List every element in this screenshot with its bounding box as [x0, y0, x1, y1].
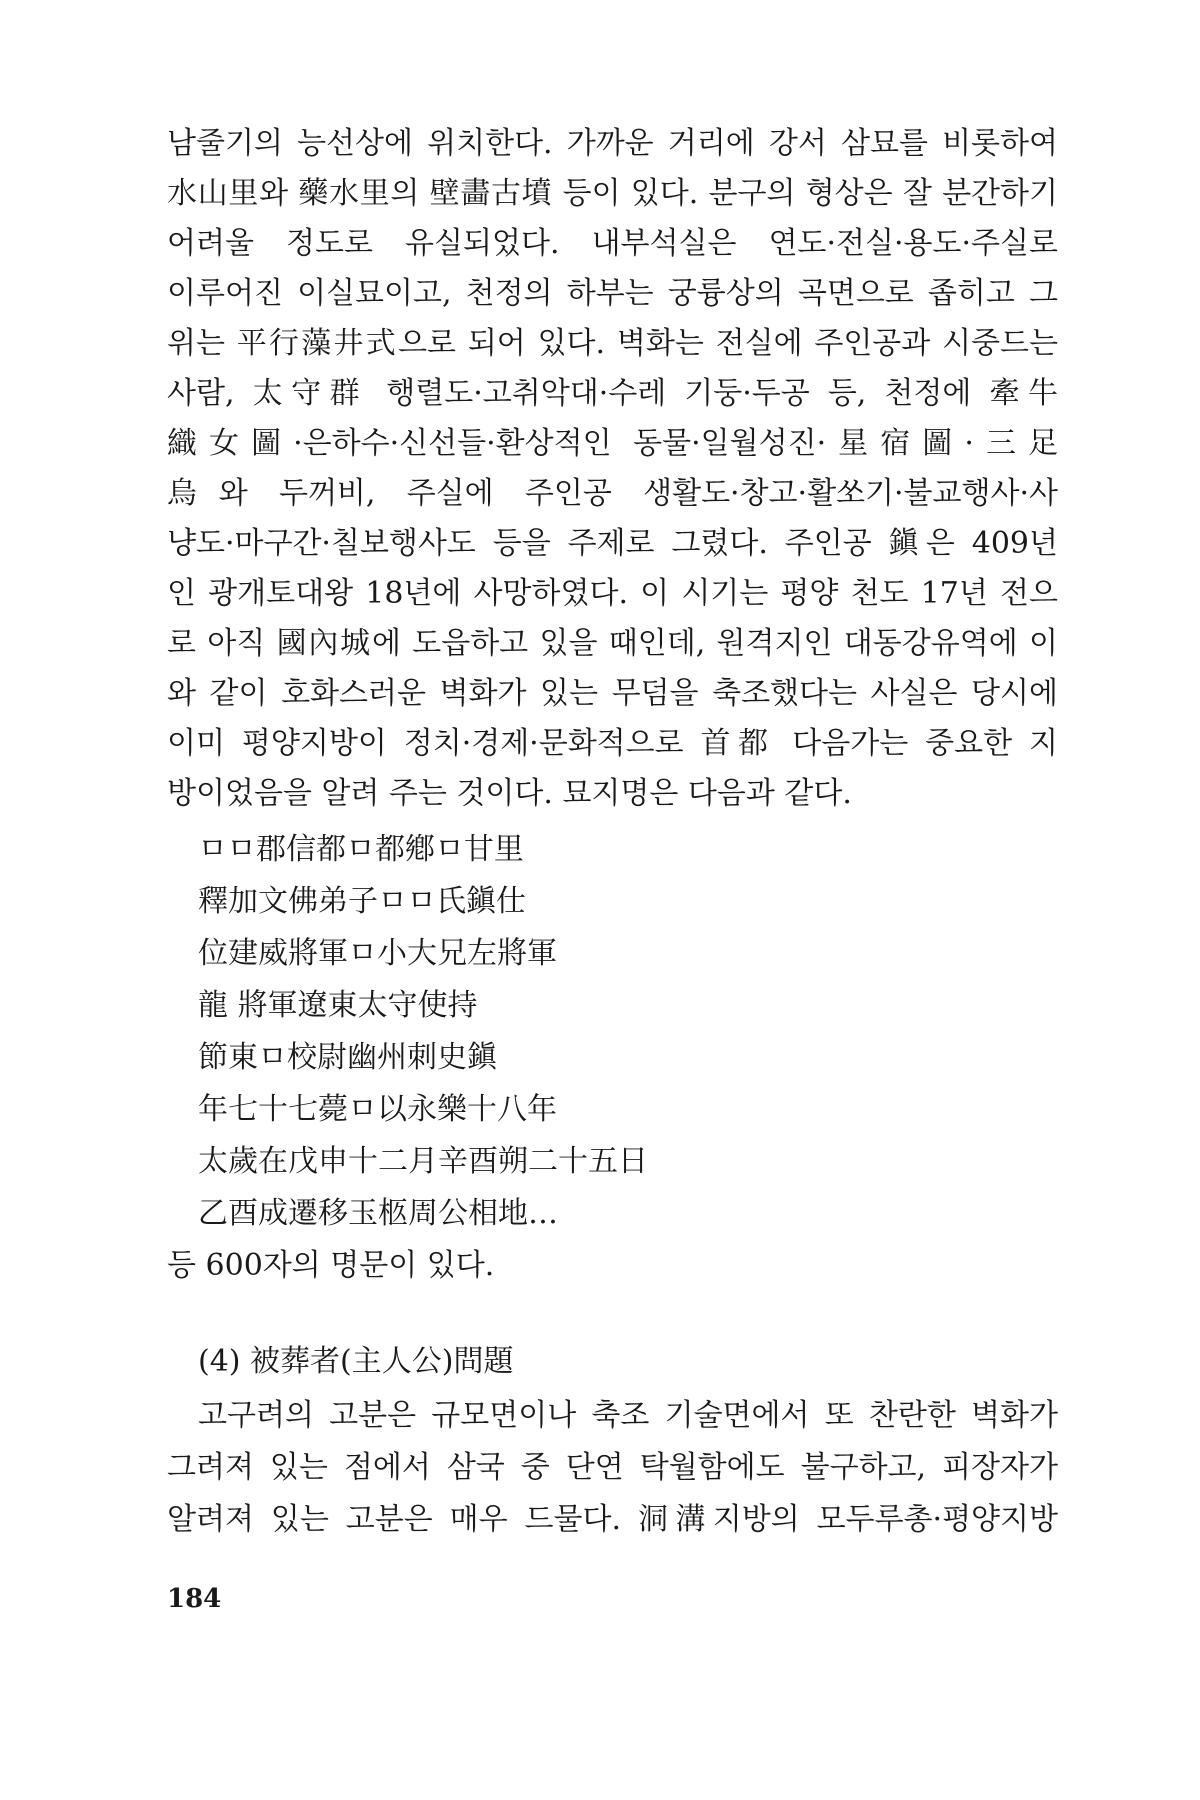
text-line: 방이었음을 알려 주는 것이다. 묘지명은 다음과 같다.: [167, 776, 852, 811]
text-line: 織女圖·은하수·신선들·환상적인 동물·일월성진·星宿圖·三足: [167, 426, 1058, 461]
text-line: 고구려의 고분은 규모면이나 축조 기술면에서 또 찬란한 벽화가: [198, 1398, 1058, 1433]
text-line: 이미 평양지방이 정치·경제·문화적으로 首都 다음가는 중요한 지: [167, 726, 1058, 761]
inscription-line: 龍 將軍遼東太守使持: [198, 988, 478, 1023]
text-line: 로 아직 國內城에 도읍하고 있을 때인데, 원격지인 대동강유역에 이: [167, 626, 1058, 661]
text-line: 남줄기의 능선상에 위치한다. 가까운 거리에 강서 삼묘를 비롯하여: [167, 126, 1058, 161]
page-number: 184: [167, 1584, 222, 1614]
inscription-line: 位建威將軍ㅁ小大兄左將軍: [198, 936, 557, 971]
text-line: 와 같이 호화스러운 벽화가 있는 무덤을 축조했다는 사실은 당시에: [167, 676, 1058, 711]
text-line: 그려져 있는 점에서 삼국 중 단연 탁월함에도 불구하고, 피장자가: [167, 1450, 1058, 1485]
inscription-line: 釋加文佛弟子ㅁㅁ氏鎭仕: [198, 884, 526, 919]
text-line: 인 광개토대왕 18년에 사망하였다. 이 시기는 평양 천도 17년 전으: [167, 576, 1058, 611]
text-line: 烏와 두꺼비, 주실에 주인공 생활도·창고·활쏘기·불교행사·사: [167, 476, 1058, 511]
text-line: 위는 平行藻井式으로 되어 있다. 벽화는 전실에 주인공과 시중드는: [167, 326, 1058, 361]
text-line: 사람, 太守群 행렬도·고취악대·수레 기둥·두공 등, 천정에 牽牛: [167, 376, 1058, 411]
inscription-line: ㅁㅁ郡信都ㅁ都鄕ㅁ甘里: [198, 832, 524, 867]
text-line: 水山里와 藥水里의 壁畵古墳 등이 있다. 분구의 형상은 잘 분간하기: [167, 176, 1058, 211]
inscription-line: 乙酉成遷移玉柩周公相地…: [198, 1196, 558, 1231]
text-line: 등 600자의 명문이 있다.: [167, 1248, 495, 1283]
text-line: 이루어진 이실묘이고, 천정의 하부는 궁륭상의 곡면으로 좁히고 그: [167, 276, 1058, 311]
inscription-line: 太歲在戊申十二月辛酉朔二十五日: [198, 1144, 648, 1179]
inscription-line: 年七十七薨ㅁ以永樂十八年: [198, 1092, 557, 1127]
text-line: 냥도·마구간·칠보행사도 등을 주제로 그렸다. 주인공 鎭은 409년: [167, 526, 1058, 561]
section-heading: (4) 被葬者(主人公)問題: [198, 1344, 514, 1379]
inscription-line: 節東ㅁ校尉幽州刺史鎭: [198, 1040, 497, 1075]
text-line: 알려져 있는 고분은 매우 드물다. 洞溝지방의 모두루총·평양지방: [167, 1502, 1058, 1537]
text-line: 어려울 정도로 유실되었다. 내부석실은 연도·전실·용도·주실로: [167, 226, 1058, 261]
